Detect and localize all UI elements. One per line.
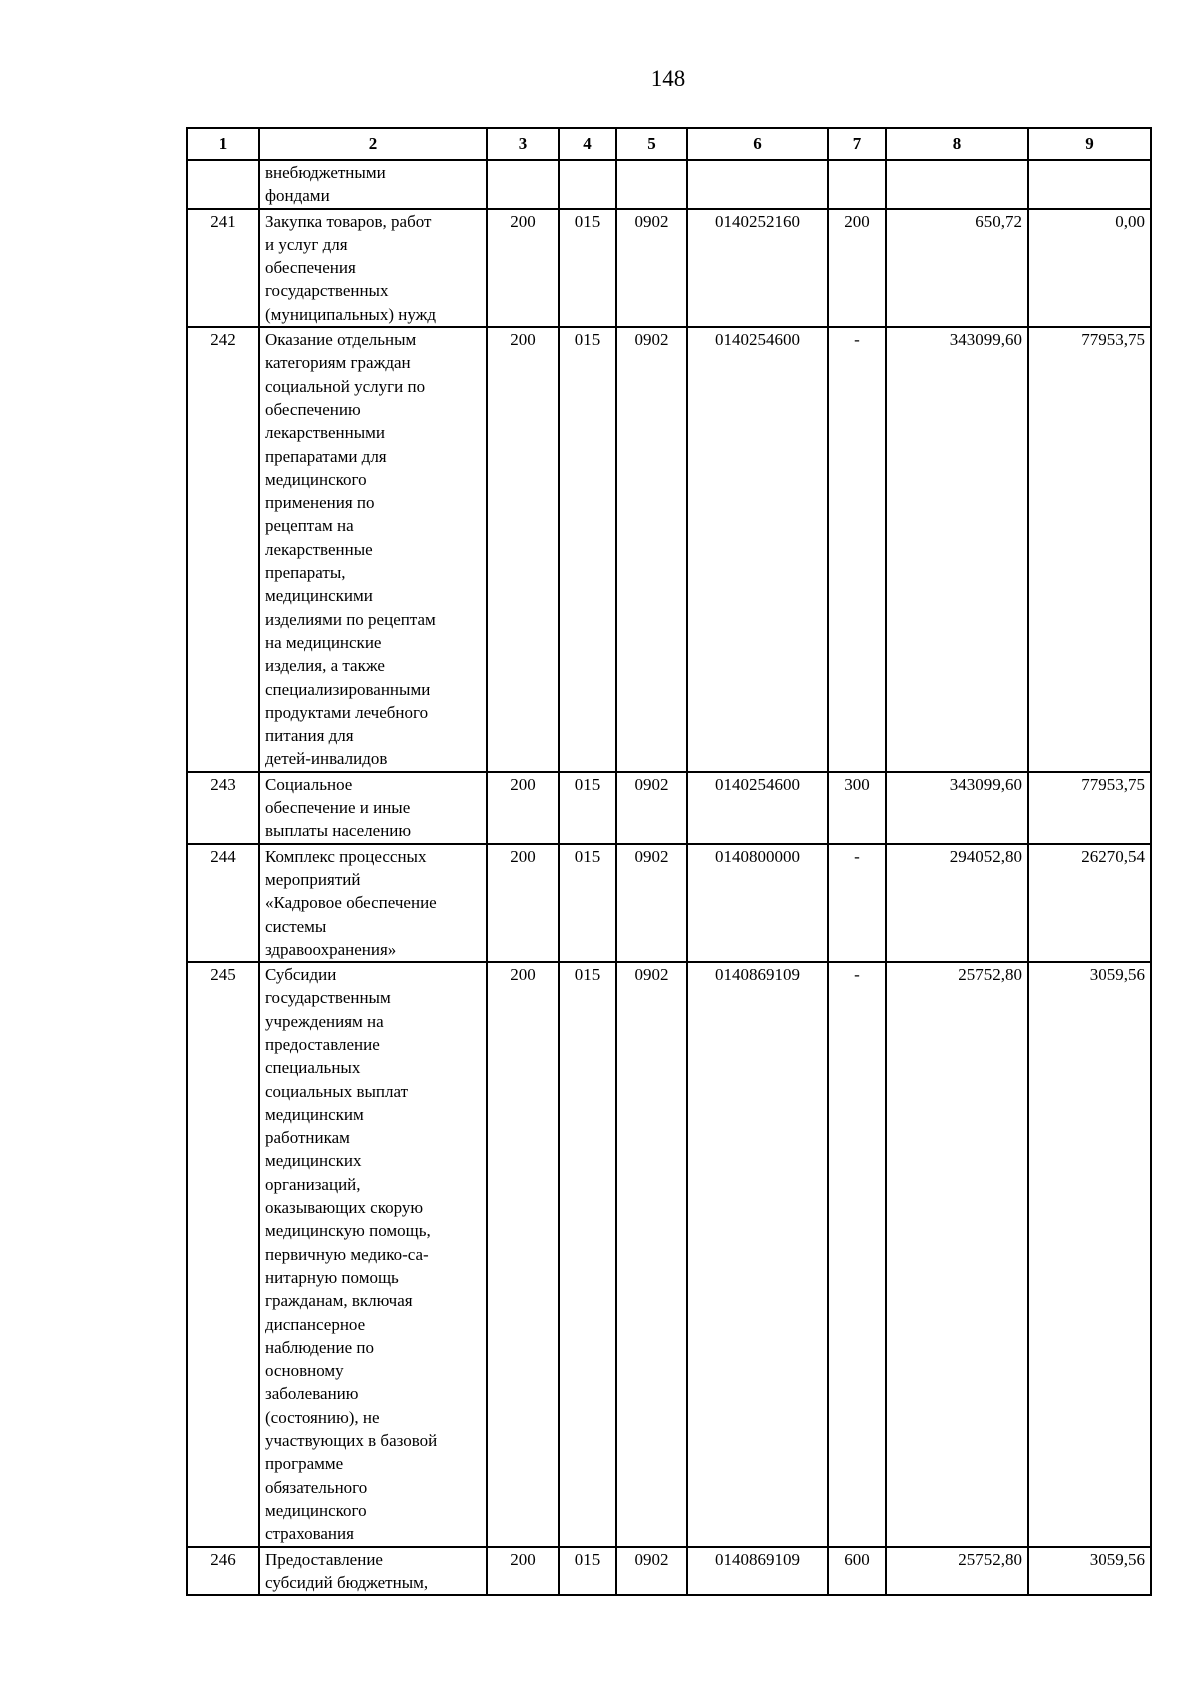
header-col-3: 3 [487, 128, 559, 160]
cell-col-7: - [828, 962, 886, 1546]
cell-col-4: 015 [559, 772, 616, 844]
cell-col-7: 300 [828, 772, 886, 844]
row-description: Предоставление субсидий бюджетным, [259, 1547, 487, 1596]
cell-col-9: 77953,75 [1028, 772, 1151, 844]
cell-col-4: 015 [559, 209, 616, 327]
cell-col-3: 200 [487, 1547, 559, 1596]
row-number [187, 160, 259, 209]
header-col-4: 4 [559, 128, 616, 160]
cell-col-8: 650,72 [886, 209, 1028, 327]
row-description: Закупка товаров, работ и услуг для обеспечения государственных (муниципальных) нужд [259, 209, 487, 327]
header-col-6: 6 [687, 128, 828, 160]
row-description: Оказание отдельным категориям граждан социальной услуги по обеспечению лекарственными препаратами для медицинского применения по рецептам на лекарственные препараты, медицинскими изделиями по рецептам на медицинские изделия, а также специализированными продуктами лечебного питания для детей-инвалидов [259, 327, 487, 772]
cell-col-7: 600 [828, 1547, 886, 1596]
header-col-7: 7 [828, 128, 886, 160]
cell-col-9: 26270,54 [1028, 844, 1151, 962]
cell-col-7: - [828, 327, 886, 772]
header-col-9: 9 [1028, 128, 1151, 160]
header-col-5: 5 [616, 128, 687, 160]
row-number: 246 [187, 1547, 259, 1596]
cell-col-8: 25752,80 [886, 1547, 1028, 1596]
row-number: 244 [187, 844, 259, 962]
cell-col-5: 0902 [616, 209, 687, 327]
cell-col-6: 0140254600 [687, 327, 828, 772]
row-number: 241 [187, 209, 259, 327]
cell-col-4 [559, 160, 616, 209]
page-number: 148 [650, 66, 686, 91]
cell-col-9: 3059,56 [1028, 962, 1151, 1546]
cell-col-7: 200 [828, 209, 886, 327]
row-description: внебюджетными фондами [259, 160, 487, 209]
cell-col-8: 25752,80 [886, 962, 1028, 1546]
cell-col-9: 3059,56 [1028, 1547, 1151, 1596]
cell-col-5: 0902 [616, 327, 687, 772]
cell-col-3: 200 [487, 962, 559, 1546]
cell-col-6 [687, 160, 828, 209]
header-col-8: 8 [886, 128, 1028, 160]
cell-col-9: 77953,75 [1028, 327, 1151, 772]
cell-col-8: 343099,60 [886, 772, 1028, 844]
cell-col-3: 200 [487, 844, 559, 962]
cell-col-3 [487, 160, 559, 209]
cell-col-3: 200 [487, 327, 559, 772]
table-row [187, 160, 1151, 209]
cell-col-6: 0140869109 [687, 962, 828, 1546]
cell-col-5 [616, 160, 687, 209]
cell-col-5: 0902 [616, 844, 687, 962]
table-row [187, 962, 1151, 1546]
cell-col-4: 015 [559, 327, 616, 772]
row-description: Субсидии государственным учреждениям на предоставление специальных социальных выплат медицинским работникам медицинских организаций, оказывающих скорую медицинскую помощь, первичную медико-са- нитарную помощь гражданам, включая диспансерное наблюдение по основному заболеванию (состоянию), не участвующих в базовой программе обязательного медицинского страхования [259, 962, 487, 1546]
cell-col-8: 294052,80 [886, 844, 1028, 962]
table-row [187, 772, 1151, 844]
cell-col-5: 0902 [616, 1547, 687, 1596]
cell-col-9: 0,00 [1028, 209, 1151, 327]
cell-col-4: 015 [559, 844, 616, 962]
row-number: 243 [187, 772, 259, 844]
cell-col-5: 0902 [616, 962, 687, 1546]
budget-table [186, 127, 1152, 1596]
cell-col-7: - [828, 844, 886, 962]
cell-col-3: 200 [487, 209, 559, 327]
table-row [187, 209, 1151, 327]
cell-col-9 [1028, 160, 1151, 209]
cell-col-8 [886, 160, 1028, 209]
row-description: Комплекс процессных мероприятий «Кадровое обеспечение системы здравоохранения» [259, 844, 487, 962]
row-number: 245 [187, 962, 259, 1546]
cell-col-5: 0902 [616, 772, 687, 844]
header-row [187, 128, 1151, 160]
cell-col-6: 0140254600 [687, 772, 828, 844]
header-col-2: 2 [259, 128, 487, 160]
cell-col-7 [828, 160, 886, 209]
table-row [187, 1547, 1151, 1596]
cell-col-3: 200 [487, 772, 559, 844]
cell-col-8: 343099,60 [886, 327, 1028, 772]
cell-col-4: 015 [559, 1547, 616, 1596]
row-description: Социальное обеспечение и иные выплаты населению [259, 772, 487, 844]
cell-col-6: 0140869109 [687, 1547, 828, 1596]
row-number: 242 [187, 327, 259, 772]
table-row [187, 327, 1151, 772]
cell-col-4: 015 [559, 962, 616, 1546]
cell-col-6: 0140800000 [687, 844, 828, 962]
cell-col-6: 0140252160 [687, 209, 828, 327]
header-col-1: 1 [187, 128, 259, 160]
table-row [187, 844, 1151, 962]
